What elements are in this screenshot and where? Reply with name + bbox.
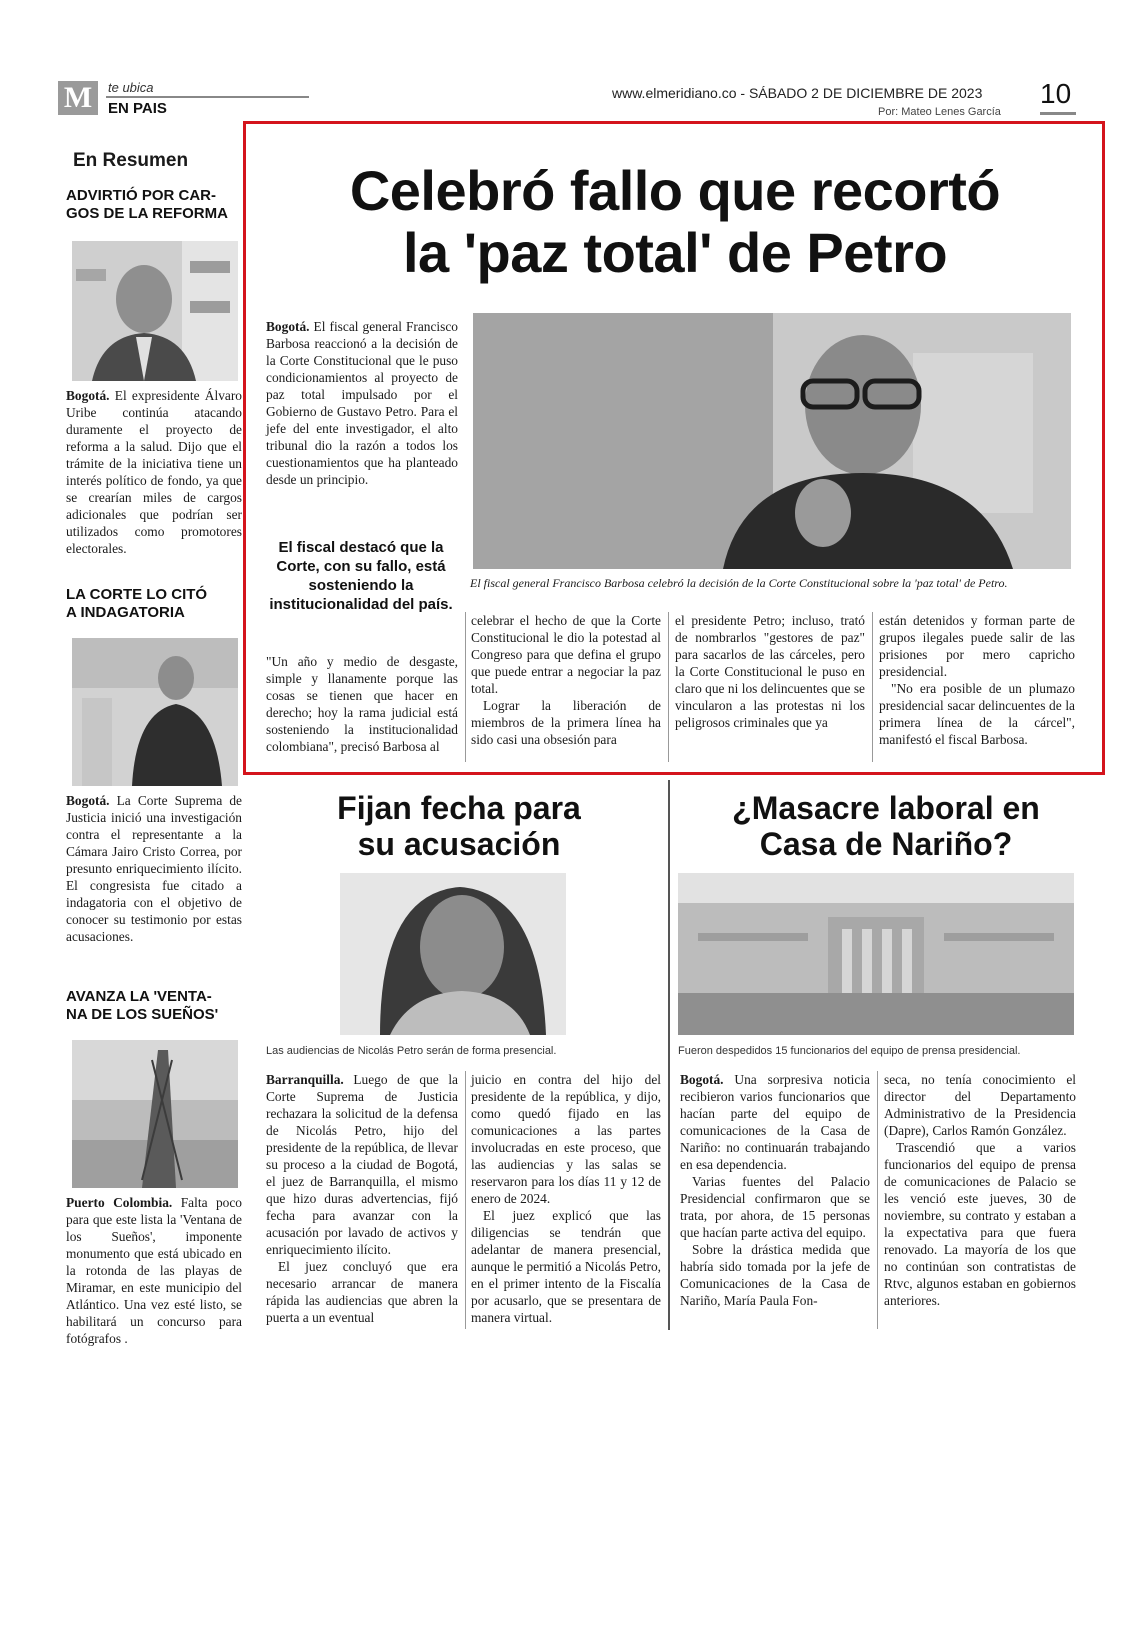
featured-photo-barbosa [473, 313, 1071, 569]
sidebar-lead-1: Bogotá. [66, 388, 110, 403]
article-2-headline-line-2: su acusación [357, 826, 561, 862]
site-and-date: www.elmeridiano.co - SÁBADO 2 DE DICIEMBRE DE 2023 [612, 85, 983, 101]
article-2-col2-paragraph-2: El juez explicó que las diligencias se tendrán que adelantar de manera presencial, aunque le permitió a Nicolás Petro, en el primer intento de la Fiscalía por acusarlo, que se presentara de manera virtual. [471, 1208, 661, 1325]
sidebar-body-3: Falta poco para que este lista la 'Ventana de los Sueños', imponente monumento que está ubicado en la rotonda de las playas de Miramar, en este municipio del Atlántico. Una vez esté listo, se habilitará un concurso para fotógrafos . [66, 1195, 242, 1346]
featured-headline-line-2: la 'paz total' de Petro [402, 221, 948, 284]
featured-col2-text [471, 612, 661, 748]
article-2-caption: Las audiencias de Nicolás Petro serán de forma presencial. [266, 1045, 557, 1057]
sidebar-text-1 [66, 387, 242, 557]
article-2-col1-text [266, 1071, 458, 1326]
article-2-lead-text: Luego de que la Corte Suprema de Justicia rechazara la solicitud de la defensa de Nicolás Petro, hijo del presidente de la república, de llevar su proceso a la ciudad de Bogotá, el juez de Barranquilla, el mismo que hizo duras advertencias, fijó fecha para avanzar con la acusación por lavado de activos y enriquecimiento ilícito. [266, 1072, 458, 1257]
featured-photo-caption: El fiscal general Francisco Barbosa celebró la decisión de la Corte Constitucional sobre la 'paz total' de Petro. [470, 576, 1008, 590]
sidebar-heading-3-line-1: AVANZA LA 'VENTA- [66, 988, 212, 1005]
sidebar-heading-3-line-2: NA DE LOS SUEÑOS' [66, 1006, 219, 1023]
article-2-photo-nicolas-petro [340, 873, 566, 1035]
sidebar-body-1: El expresidente Álvaro Uribe continúa atacando duramente el proyecto de reforma a la salud. Dijo que el trámite de la iniciativa tiene un interés político de fondo, ya que se crearían miles de cargos adicionales que podrían ser utilizados como promotores electorales. [66, 388, 242, 556]
article-3-lead-text: Una sorpresiva noticia recibieron varios funcionarios que hacían parte del equipo de comunicaciones de la Casa de Nariño: no continuarán trabajando en esa dependencia. [680, 1072, 870, 1172]
sidebar-lead-2: Bogotá. [66, 793, 110, 808]
sidebar-heading-1-line-1: ADVIRTIÓ POR CAR- [66, 187, 216, 204]
sidebar-heading-2-line-2: A INDAGATORIA [66, 604, 185, 621]
featured-col2-paragraph-1: celebrar el hecho de que la Corte Constitucional le dio la potestad al Congreso para que defina el grupo que puede entrar a negociar la paz total. [471, 613, 661, 696]
featured-col2-paragraph-2: Lograr la liberación de miembros de la primera línea ha sido casi una obsesión para [471, 698, 661, 747]
article-3-col1-paragraph-3: Sobre la drástica medida que habría sido tomada por la jefe de Comunicaciones de la Casa de Nariño, María Paula Fon- [680, 1242, 870, 1308]
sidebar-lead-3: Puerto Colombia. [66, 1195, 173, 1210]
article-3-dateline: Bogotá. [680, 1072, 724, 1087]
column-rule [877, 1071, 878, 1329]
column-rule [872, 612, 873, 762]
sidebar-photo-cristo [72, 638, 238, 786]
featured-col1-text [266, 653, 458, 755]
article-3-col1-text [680, 1071, 870, 1309]
featured-lead-paragraph [266, 318, 458, 488]
section-name: EN PAIS [108, 100, 167, 117]
article-3-col2-text [884, 1071, 1076, 1309]
article-2-col1-paragraph-2: El juez concluyó que era necesario arrancar de manera rápida las audiencias que abren la puerta a un eventual [266, 1259, 458, 1325]
person-photo-graphic [72, 241, 238, 381]
column-rule [668, 612, 669, 762]
featured-col3-text [675, 612, 865, 731]
sidebar-heading-1-line-2: GOS DE LA REFORMA [66, 205, 228, 222]
sidebar-text-3 [66, 1194, 242, 1347]
article-3-headline-line-2: Casa de Nariño? [759, 826, 1013, 862]
sidebar-text-2 [66, 792, 242, 945]
article-3-headline-line-1: ¿Masacre laboral en [732, 790, 1040, 826]
sidebar-title: En Resumen [73, 150, 189, 171]
sidebar-photo-uribe [72, 241, 238, 381]
featured-lead-text: El fiscal general Francisco Barbosa reaccionó a la decisión de la Corte Constitucional que le puso condicionamientos al proyecto de paz total impulsado por el Gobierno de Gustavo Petro. Para el jefe del ente investigador, el alto tribunal dio la razón a todos los cuestionamientos que ha planteado desde un principio. [266, 319, 458, 487]
sidebar-body-2: La Corte Suprema de Justicia inició una investigación contra el representante a la Cámara Jairo Cristo Correa, por presunto enriquecimiento ilícito. El congresista fue citado a indagatoria con el objetivo de conocer su testimonio por estas acusaciones. [66, 793, 242, 944]
article-2-headline [256, 790, 662, 862]
featured-col3-paragraph: el presidente Petro; incluso, trató de nombrarlos "gestores de paz" para sacarlos de las cárceles, pero la Corte Constitucional le puso en claro que ni los delincuentes que se vincularon a las protestas ni los peligrosos criminales que ya [675, 613, 865, 730]
article-3-caption: Fueron despedidos 15 funcionarios del equipo de prensa presidencial. [678, 1045, 1021, 1057]
article-3-col2-paragraph-1: seca, no tenía conocimiento el director del Departamento Administrativo de la Presidencia (Dapre), Carlos Ramón González. [884, 1072, 1076, 1138]
monument-photo-graphic [72, 1040, 238, 1188]
featured-headline [256, 160, 1094, 284]
sidebar-heading-2 [66, 586, 246, 622]
section-tagline: te ubica [108, 80, 154, 95]
featured-pull-quote: El fiscal destacó que la Corte, con su fallo, está sosteniendo la institucionalidad del país. [269, 539, 453, 613]
featured-col1-paragraph: "Un año y medio de desgaste, simple y llanamente porque las cosas se tienen que hacer en derecho; hoy la rama judicial está sosteniendo la institucionalidad colombiana", precisó Barbosa al [266, 654, 458, 754]
page-number: 10 [1040, 78, 1072, 109]
sidebar-photo-ventana [72, 1040, 238, 1188]
featured-col4-paragraph-2: "No era posible de un plumazo presidencial sacar delincuentes de la primera línea de la cárcel", manifestó el fiscal Barbosa. [879, 681, 1075, 747]
page-number-rule [1040, 112, 1076, 115]
article-3-col2-paragraph-2: Trascendió que a varios funcionarios del equipo de prensa de comunicaciones de Palacio se les venció este jueves, 30 de noviembre, su contrato y estaban a la expectativa para que fuera renovado. La mayoría de los que no continúan son contratistas de Rtvc, algunos estaban en gobiernos anteriores. [884, 1140, 1076, 1308]
column-rule [465, 612, 466, 762]
featured-col4-paragraph-1: están detenidos y forman parte de grupos ilegales puede salir de las prisiones por mero capricho presidencial. [879, 613, 1075, 679]
article-2-col2-text [471, 1071, 661, 1326]
article-3-col1-paragraph-2: Varias fuentes del Palacio Presidencial confirmaron que se trata, por ahora, de 15 personas que hacían parte activa del equipo. [680, 1174, 870, 1240]
article-3-photo-casa-narino [678, 873, 1074, 1035]
featured-col4-text [879, 612, 1075, 748]
section-divider [668, 780, 670, 1330]
article-2-col2-paragraph-1: juicio en contra del hijo del presidente de la república, y dijo, como quedó fijado en las comunicaciones a las partes involucradas en este proceso, que las audiencias y las salas se reservaron para los días 11 y 12 de enero de 2024. [471, 1072, 661, 1206]
person-photo-graphic [340, 873, 566, 1035]
byline: Por: Mateo Lenes García [878, 106, 1001, 118]
person-photo-graphic [72, 638, 238, 786]
sidebar-heading-1 [66, 187, 246, 223]
sidebar-heading-2-line-1: LA CORTE LO CITÓ [66, 586, 208, 603]
newspaper-logo: M [58, 81, 98, 115]
sidebar-heading-3 [66, 988, 246, 1024]
header-rule [106, 96, 309, 98]
article-3-headline [676, 790, 1096, 862]
article-2-headline-line-1: Fijan fecha para [337, 790, 581, 826]
featured-dateline: Bogotá. [266, 319, 310, 334]
column-rule [465, 1071, 466, 1329]
article-2-dateline: Barranquilla. [266, 1072, 344, 1087]
building-photo-graphic [678, 873, 1074, 1035]
featured-headline-line-1: Celebró fallo que recortó [349, 159, 1001, 222]
person-photo-graphic [473, 313, 1071, 569]
